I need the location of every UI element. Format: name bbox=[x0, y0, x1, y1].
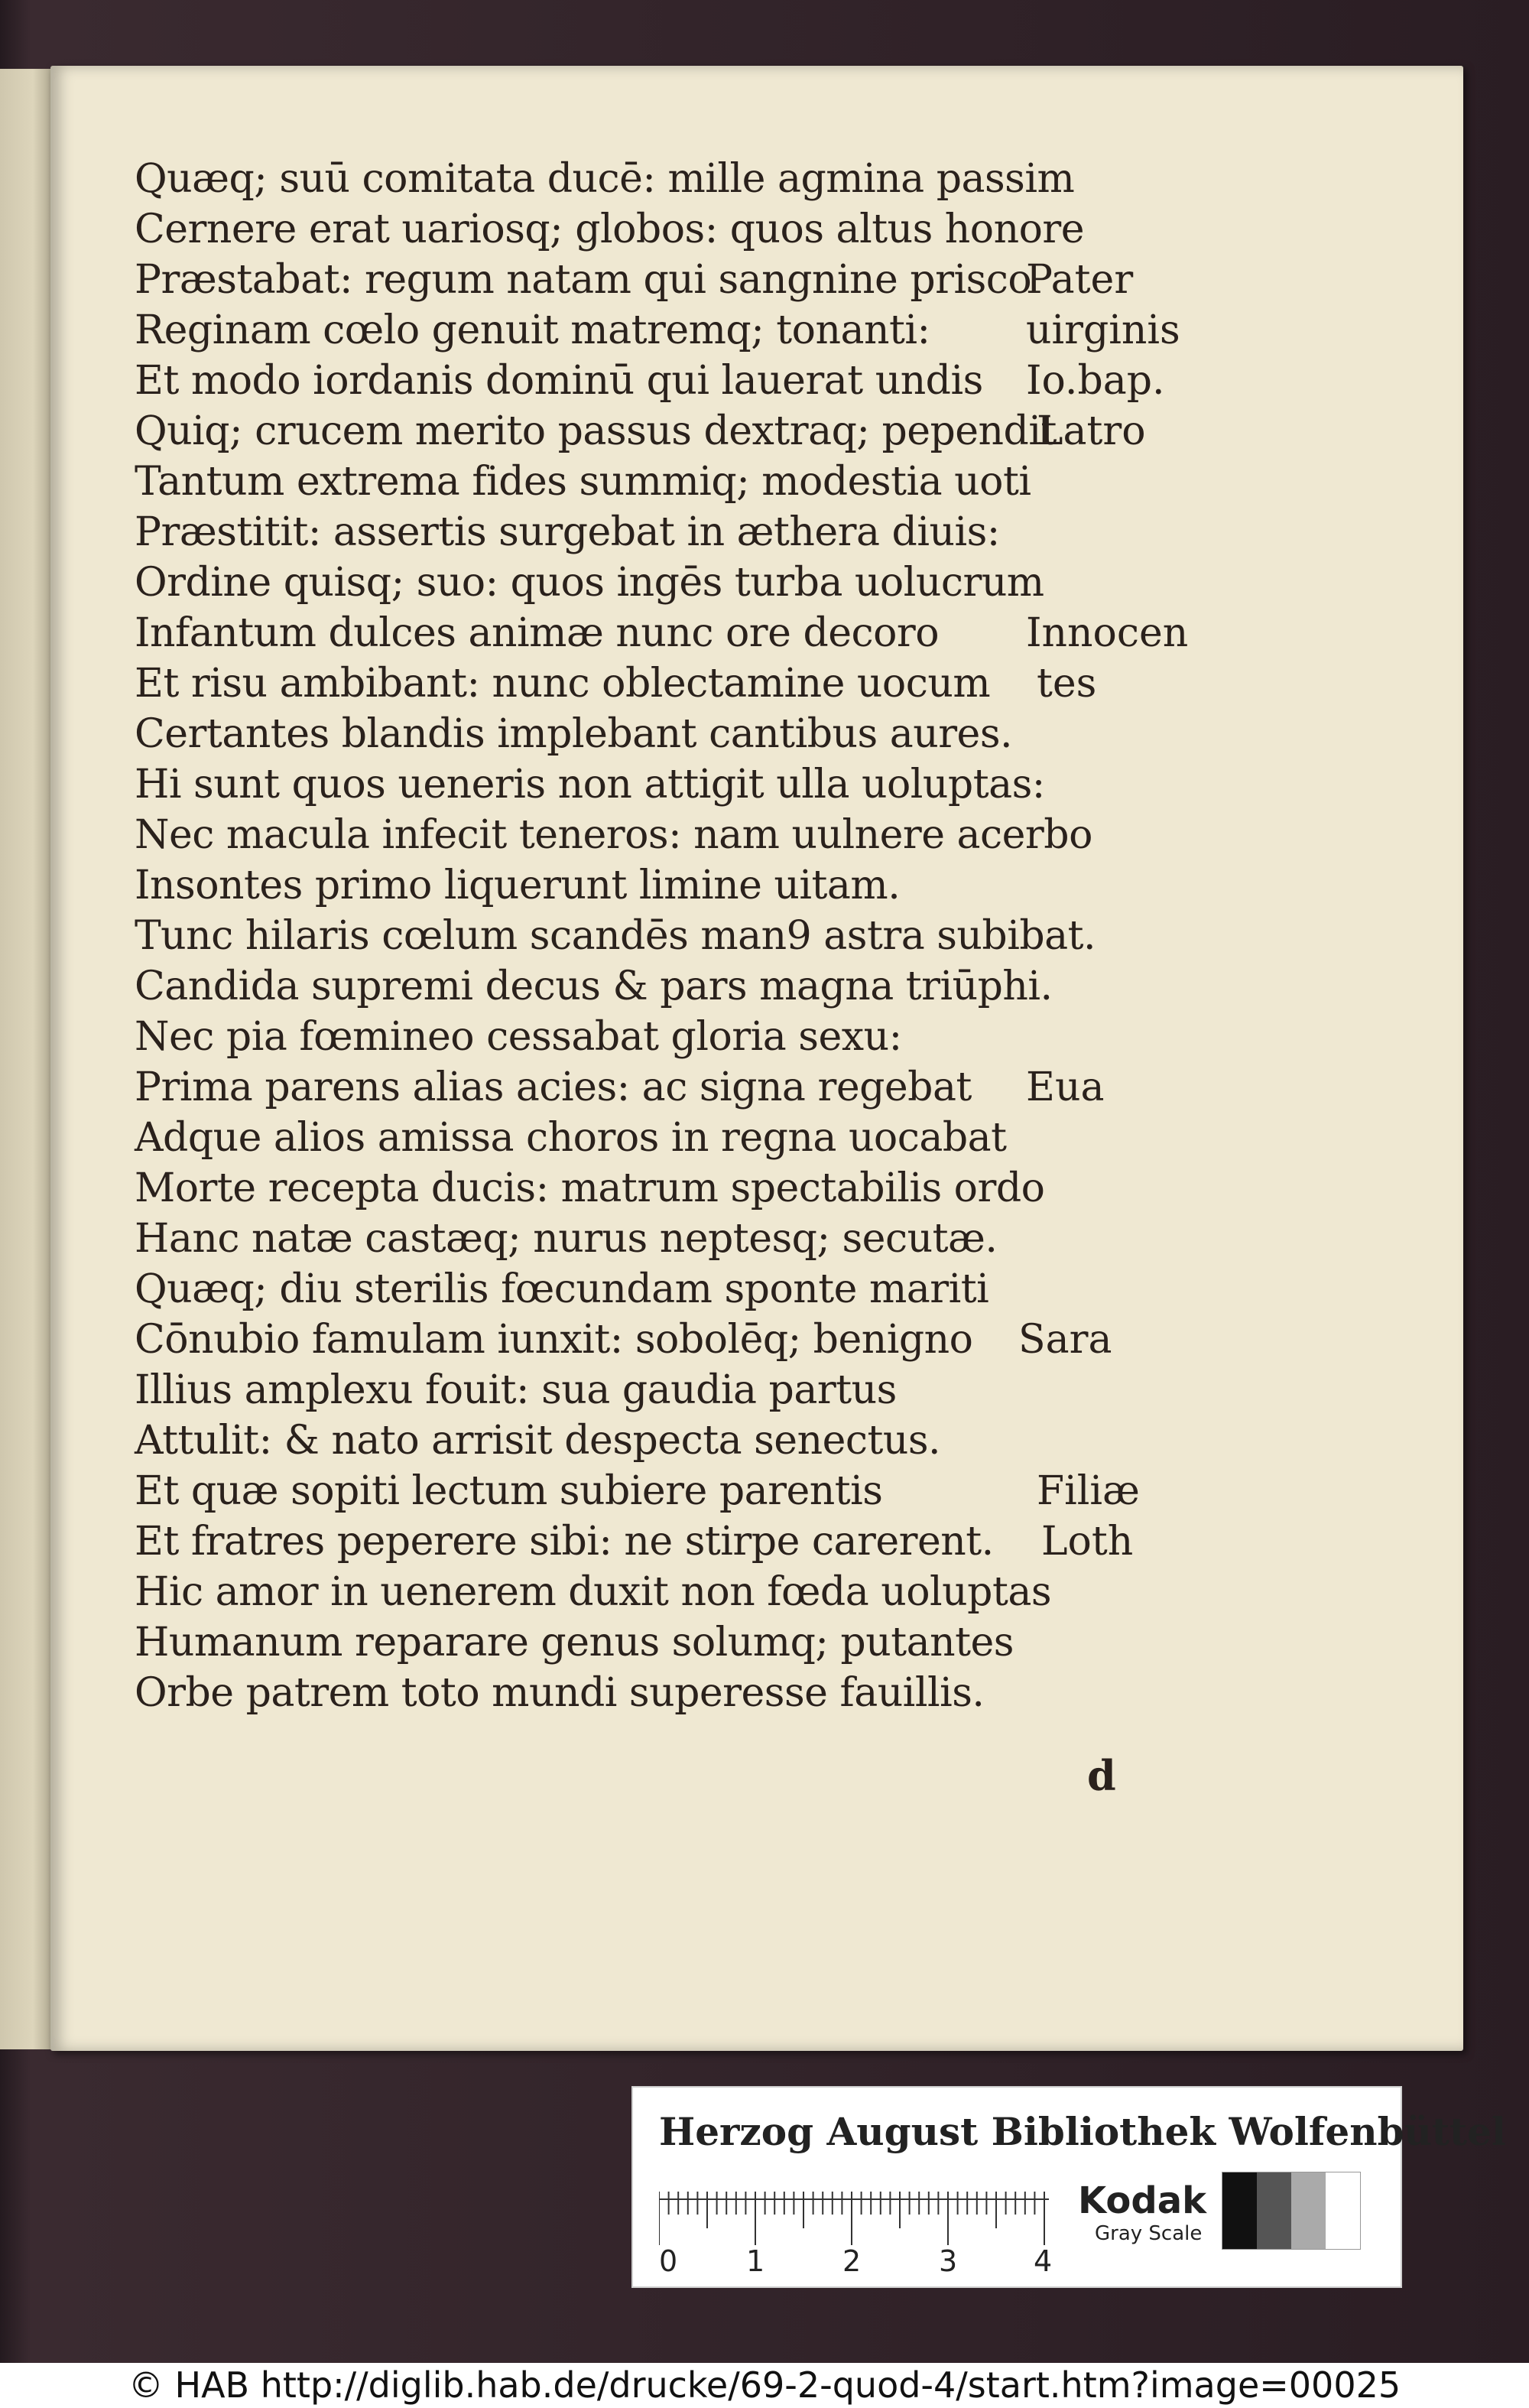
margin-note: Latro bbox=[1037, 408, 1146, 454]
text-line: Quæq; suū comitata ducē: mille agmina passim bbox=[135, 156, 1075, 202]
margin-note: Sara bbox=[1018, 1317, 1112, 1363]
text-line: Hanc natæ castæq; nurus neptesq; secutæ. bbox=[135, 1216, 998, 1262]
scale-number: 0 bbox=[659, 2244, 678, 2276]
text-line: Tunc hilaris cœlum scandēs man9 astra subibat. bbox=[135, 913, 1096, 959]
text-line: Insontes primo liquerunt limine uitam. bbox=[135, 863, 901, 908]
text-line: Prima parens alias acies: ac signa regebat bbox=[135, 1064, 972, 1110]
text-line: Humanum reparare genus solumq; putantes bbox=[135, 1620, 1014, 1665]
text-line: Cōnubio famulam iunxit: sobolēq; benigno bbox=[135, 1317, 973, 1363]
margin-note: tes bbox=[1037, 661, 1097, 707]
library-name: Herzog August Bibliothek Wolfenbüttel bbox=[659, 2109, 1506, 2154]
text-line: Orbe patrem toto mundi superesse fauillis. bbox=[135, 1670, 985, 1716]
text-line: Et risu ambibant: nunc oblectamine uocum bbox=[135, 661, 991, 707]
margin-note: Io.bap. bbox=[1026, 358, 1165, 404]
copyright-footer: © HAB http://diglib.hab.de/drucke/69-2-quod-4/start.htm?image=00025 bbox=[0, 2363, 1529, 2408]
margin-note: Filiæ bbox=[1037, 1468, 1140, 1514]
facing-page-edge bbox=[0, 69, 55, 2049]
kodak-logo: Kodak bbox=[1078, 2179, 1206, 2222]
text-line: Attulit: & nato arrisit despecta senectus. bbox=[135, 1418, 941, 1464]
text-line: Morte recepta ducis: matrum spectabilis ordo bbox=[135, 1165, 1045, 1211]
swatch-mid bbox=[1291, 2172, 1326, 2249]
text-line: Cernere erat uariosq; globos: quos altus honore bbox=[135, 206, 1085, 252]
book-page bbox=[50, 66, 1463, 2051]
ruler-scale bbox=[659, 2176, 1087, 2276]
swatch-white bbox=[1326, 2172, 1360, 2249]
text-line: Quiq; crucem merito passus dextraq; pependit bbox=[135, 408, 1057, 454]
scale-number: 1 bbox=[746, 2244, 765, 2276]
text-line: Hi sunt quos ueneris non attigit ulla uoluptas: bbox=[135, 762, 1045, 808]
text-line: Quæq; diu sterilis fœcundam sponte mariti bbox=[135, 1266, 989, 1312]
gray-scale-label: Gray Scale bbox=[1095, 2222, 1203, 2245]
margin-note: Loth bbox=[1041, 1519, 1134, 1565]
text-line: Certantes blandis implebant cantibus aures. bbox=[135, 711, 1013, 757]
text-line: Illius amplexu fouit: sua gaudia partus bbox=[135, 1367, 897, 1413]
text-line: Candida supremi decus & pars magna triūphi. bbox=[135, 964, 1053, 1009]
scale-number: 3 bbox=[939, 2244, 958, 2276]
text-line: Adque alios amissa choros in regna uocabat bbox=[135, 1115, 1007, 1161]
signature-mark: d bbox=[1087, 1751, 1116, 1800]
text-line: Hic amor in uenerem duxit non fœda uoluptas bbox=[135, 1569, 1052, 1615]
scale-number: 4 bbox=[1034, 2244, 1053, 2276]
text-line: Præstabat: regum natam qui sangnine prisco bbox=[135, 257, 1032, 303]
text-line: Et fratres peperere sibi: ne stirpe carerent. bbox=[135, 1519, 994, 1565]
text-line: Tantum extrema fides summiq; modestia uoti bbox=[135, 459, 1031, 505]
gray-swatches bbox=[1222, 2172, 1361, 2250]
text-line: Nec pia fœmineo cessabat gloria sexu: bbox=[135, 1014, 902, 1060]
margin-note: Pater bbox=[1026, 257, 1134, 303]
text-line: Infantum dulces animæ nunc ore decoro bbox=[135, 610, 940, 656]
margin-note: Innocen bbox=[1026, 610, 1189, 656]
margin-note: uirginis bbox=[1026, 307, 1180, 353]
swatch-dark bbox=[1257, 2172, 1291, 2249]
margin-note: Eua bbox=[1026, 1064, 1105, 1110]
scale-number: 2 bbox=[842, 2244, 862, 2276]
text-line: Et quæ sopiti lectum subiere parentis bbox=[135, 1468, 883, 1514]
text-line: Et modo iordanis dominū qui lauerat undis bbox=[135, 358, 983, 404]
text-line: Ordine quisq; suo: quos ingēs turba uolucrum bbox=[135, 560, 1044, 606]
text-line: Nec macula infecit teneros: nam uulnere acerbo bbox=[135, 812, 1092, 858]
text-line: Reginam cœlo genuit matremq; tonanti: bbox=[135, 307, 930, 353]
text-line: Præstitit: assertis surgebat in æthera diuis: bbox=[135, 509, 1000, 555]
swatch-black bbox=[1222, 2172, 1257, 2249]
color-target-card bbox=[631, 2086, 1506, 2288]
